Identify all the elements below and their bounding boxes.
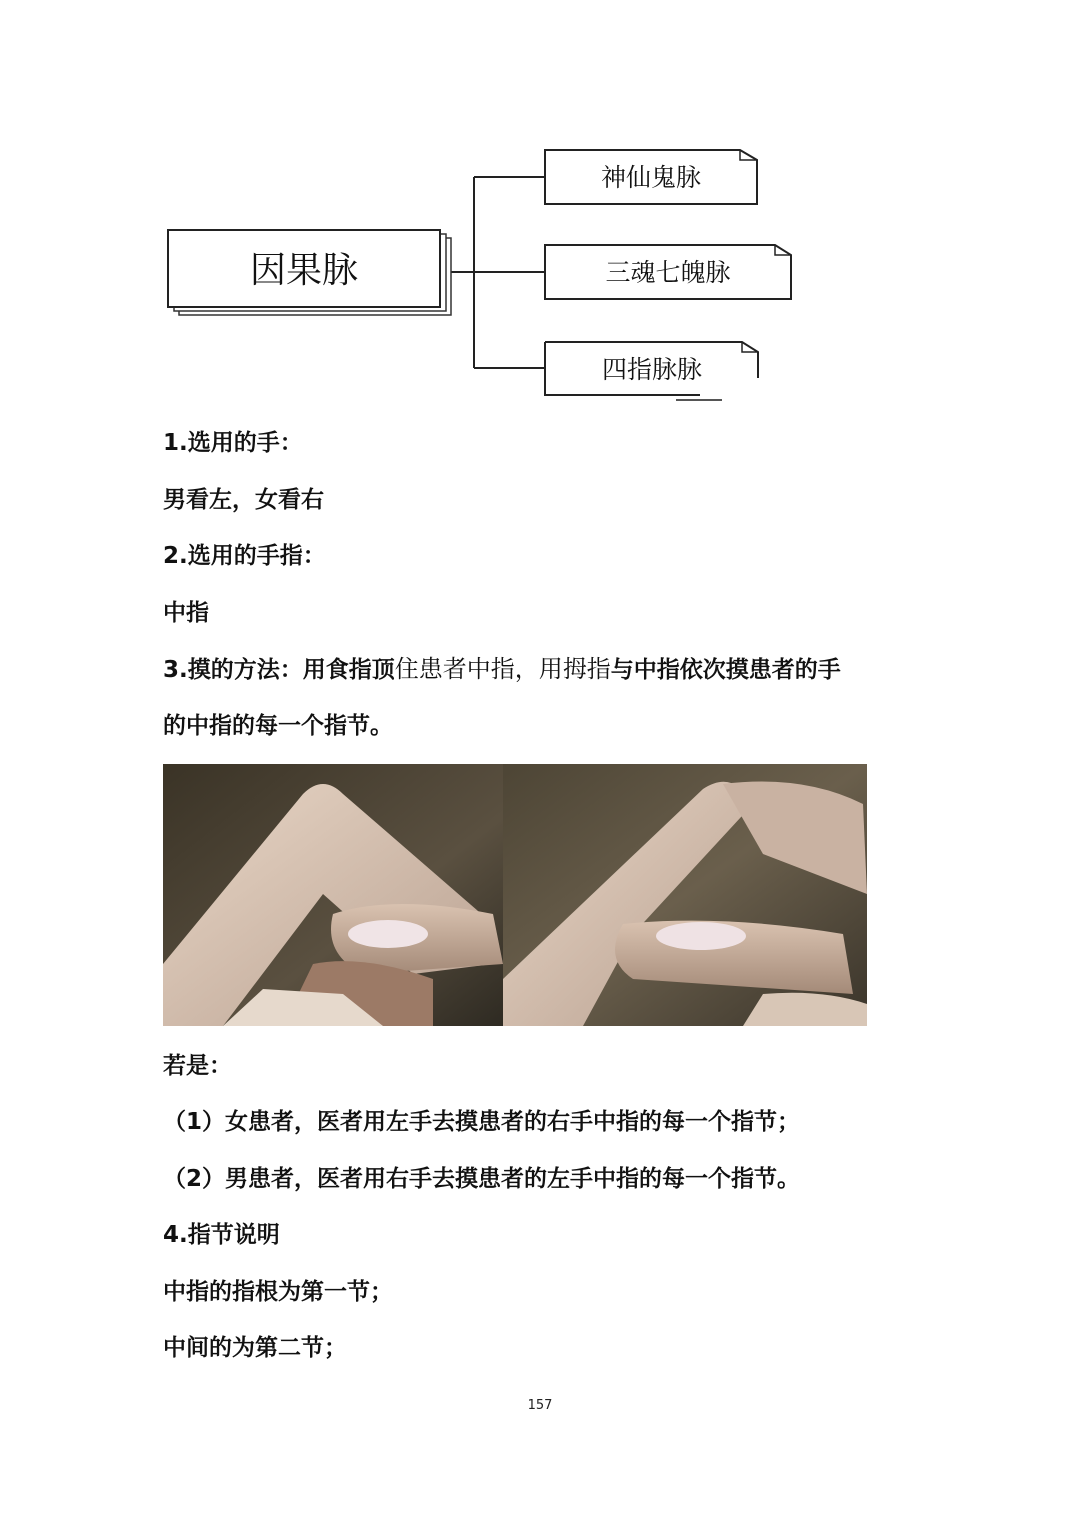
branch-node-3 [545, 342, 758, 400]
section-4-line-1: 中指的指根为第一节； [163, 1279, 393, 1305]
section-3-heading-part-c: 与中指依次摸患者的手 [610, 657, 841, 683]
condition-item-1: （1）女患者，医者用左手去摸患者的右手中指的每一个指节； [163, 1109, 801, 1135]
conditions-lead: 若是： [163, 1053, 232, 1079]
branch-node-3-label: 四指脉脉 [601, 355, 703, 384]
branch-node-1-label: 神仙鬼脉 [600, 163, 702, 192]
connector-lines [450, 177, 545, 368]
page-number: 157 [527, 1398, 553, 1413]
section-2-heading: 2.选用的手指： [163, 543, 326, 569]
branch-node-2-label: 三魂七魄脉 [605, 258, 731, 287]
root-node-label: 因果脉 [249, 250, 359, 291]
condition-item-2: （2）男患者，医者用右手去摸患者的左手中指的每一个指节。 [163, 1166, 801, 1192]
section-2-body: 中指 [163, 600, 209, 626]
section-4-heading: 4.指节说明 [163, 1222, 280, 1248]
finger-technique-photo [163, 764, 867, 1026]
branch-node-2 [545, 245, 791, 299]
section-1-heading: 1.选用的手： [163, 430, 303, 456]
section-4-line-2: 中间的为第二节； [163, 1335, 347, 1361]
branch-node-1 [545, 150, 757, 204]
section-3-heading-part-b: 住患者中指，用拇指 [394, 655, 611, 683]
section-1-body: 男看左，女看右 [163, 487, 324, 513]
photo-panel-right [503, 764, 867, 1026]
root-node [168, 230, 451, 315]
section-3-heading [163, 654, 841, 685]
karma-pulse-diagram [0, 0, 1080, 420]
photo-panel-left [163, 764, 503, 1026]
section-3-heading-part-a: 3.摸的方法：用食指顶 [163, 657, 395, 683]
section-3-line-2: 的中指的每一个指节。 [163, 713, 393, 739]
